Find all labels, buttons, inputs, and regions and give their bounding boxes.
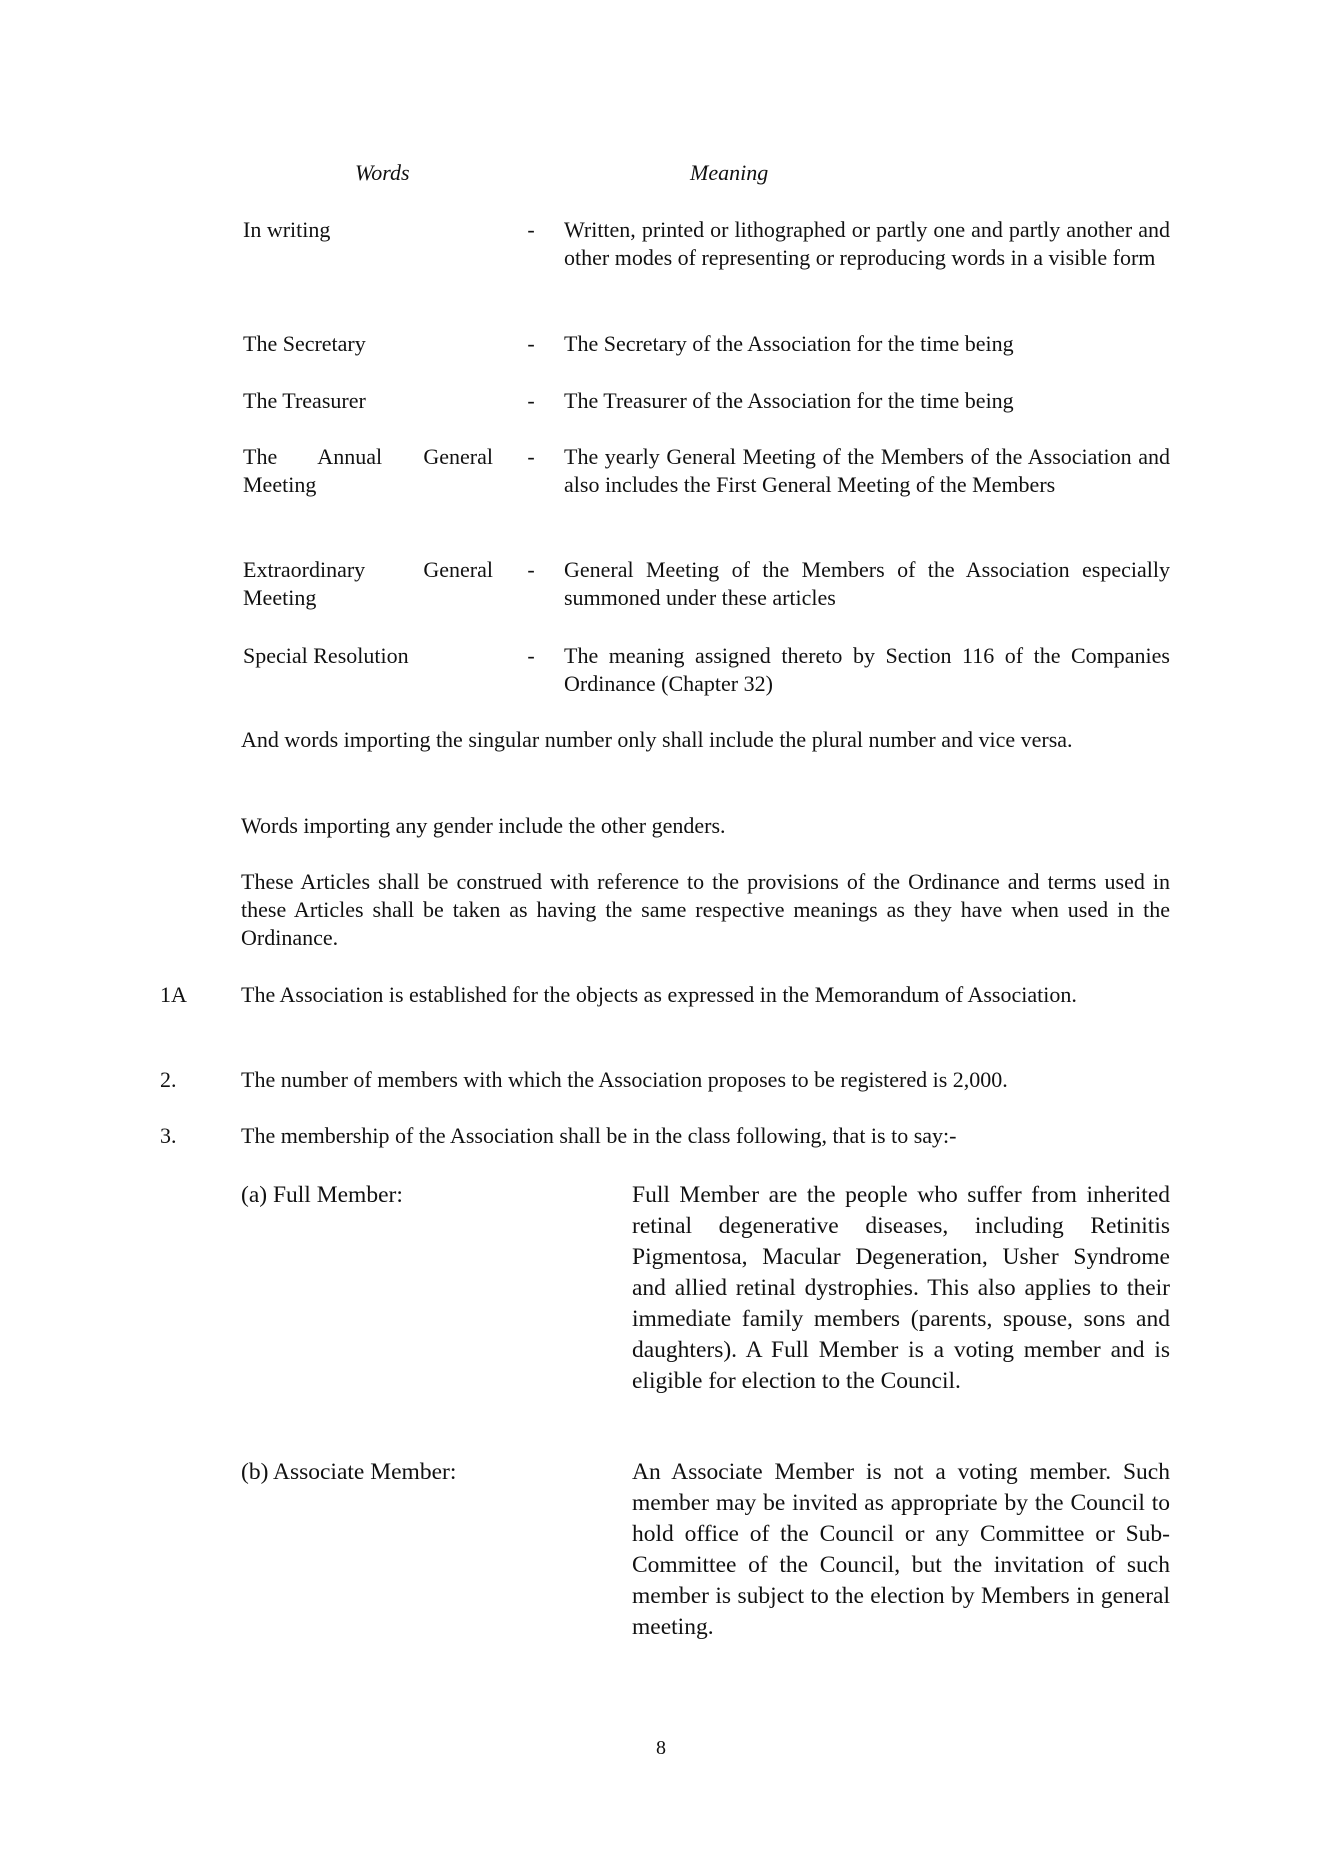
membership-description: Full Member are the people who suffer from inherited retinal degenerative diseases, including Retinitis Pigmentosa, Macular Degeneration, Usher Syndrome and allied retinal dystrophies. This also applies to their immediate family members (parents, spouse, sons and daughters). A Full Member is a voting member and is eligible for election to the Council. <box>632 1182 1170 1394</box>
definition-separator: - <box>527 217 535 242</box>
definition-separator: - <box>527 557 535 582</box>
definition-word: In writing <box>243 217 331 242</box>
membership-label: (a) Full Member: <box>241 1182 403 1208</box>
definition-word: The Secretary <box>243 331 366 356</box>
membership-label: (b) Associate Member: <box>241 1459 457 1485</box>
definition-meaning: The meaning assigned thereto by Section 116 of the Companies Ordinance (Chapter 32) <box>564 643 1170 696</box>
definition-meaning: Written, printed or lithographed or partly one and partly another and other modes of representing or reproducing words in a visible form <box>564 217 1170 270</box>
clause-number: 2. <box>160 1067 177 1092</box>
definition-word: Special Resolution <box>243 643 409 668</box>
clause-number: 3. <box>160 1123 177 1148</box>
definition-separator: - <box>527 643 535 668</box>
definition-separator: - <box>527 444 535 469</box>
column-header-meaning: Meaning <box>690 160 769 185</box>
clause-text: The number of members with which the Association proposes to be registered is 2,000. <box>241 1067 1008 1092</box>
paragraph-gender: Words importing any gender include the other genders. <box>241 813 726 838</box>
clause-text: The Association is established for the objects as expressed in the Memorandum of Association. <box>241 982 1077 1007</box>
page-number: 8 <box>656 1737 666 1759</box>
definition-meaning: General Meeting of the Members of the Association especially summoned under these articles <box>564 557 1170 610</box>
column-header-words: Words <box>355 160 410 185</box>
definition-word: Extraordinary General Meeting <box>243 557 493 610</box>
clause-number: 1A <box>160 982 187 1007</box>
membership-description: An Associate Member is not a voting member. Such member may be invited as appropriate by the Council to hold office of the Council or any Committee or Sub-Committee of the Council, but the invitation of such member is subject to the election by Members in general meeting. <box>632 1459 1170 1640</box>
definition-meaning: The yearly General Meeting of the Members of the Association and also includes the First General Meeting of the Members <box>564 444 1170 497</box>
definition-word: The Treasurer <box>243 388 366 413</box>
paragraph-construction: These Articles shall be construed with reference to the provisions of the Ordinance and terms used in these Articles shall be taken as having the same respective meanings as they have when used in the Ordinance. <box>241 869 1170 950</box>
paragraph-singular-plural: And words importing the singular number only shall include the plural number and vice versa. <box>241 727 1073 752</box>
clause-text: The membership of the Association shall be in the class following, that is to say:- <box>241 1123 957 1148</box>
definition-word: The Annual General Meeting <box>243 444 493 497</box>
definition-meaning: The Secretary of the Association for the time being <box>564 331 1014 356</box>
definition-separator: - <box>527 388 535 413</box>
definition-meaning: The Treasurer of the Association for the time being <box>564 388 1014 413</box>
definition-separator: - <box>527 331 535 356</box>
